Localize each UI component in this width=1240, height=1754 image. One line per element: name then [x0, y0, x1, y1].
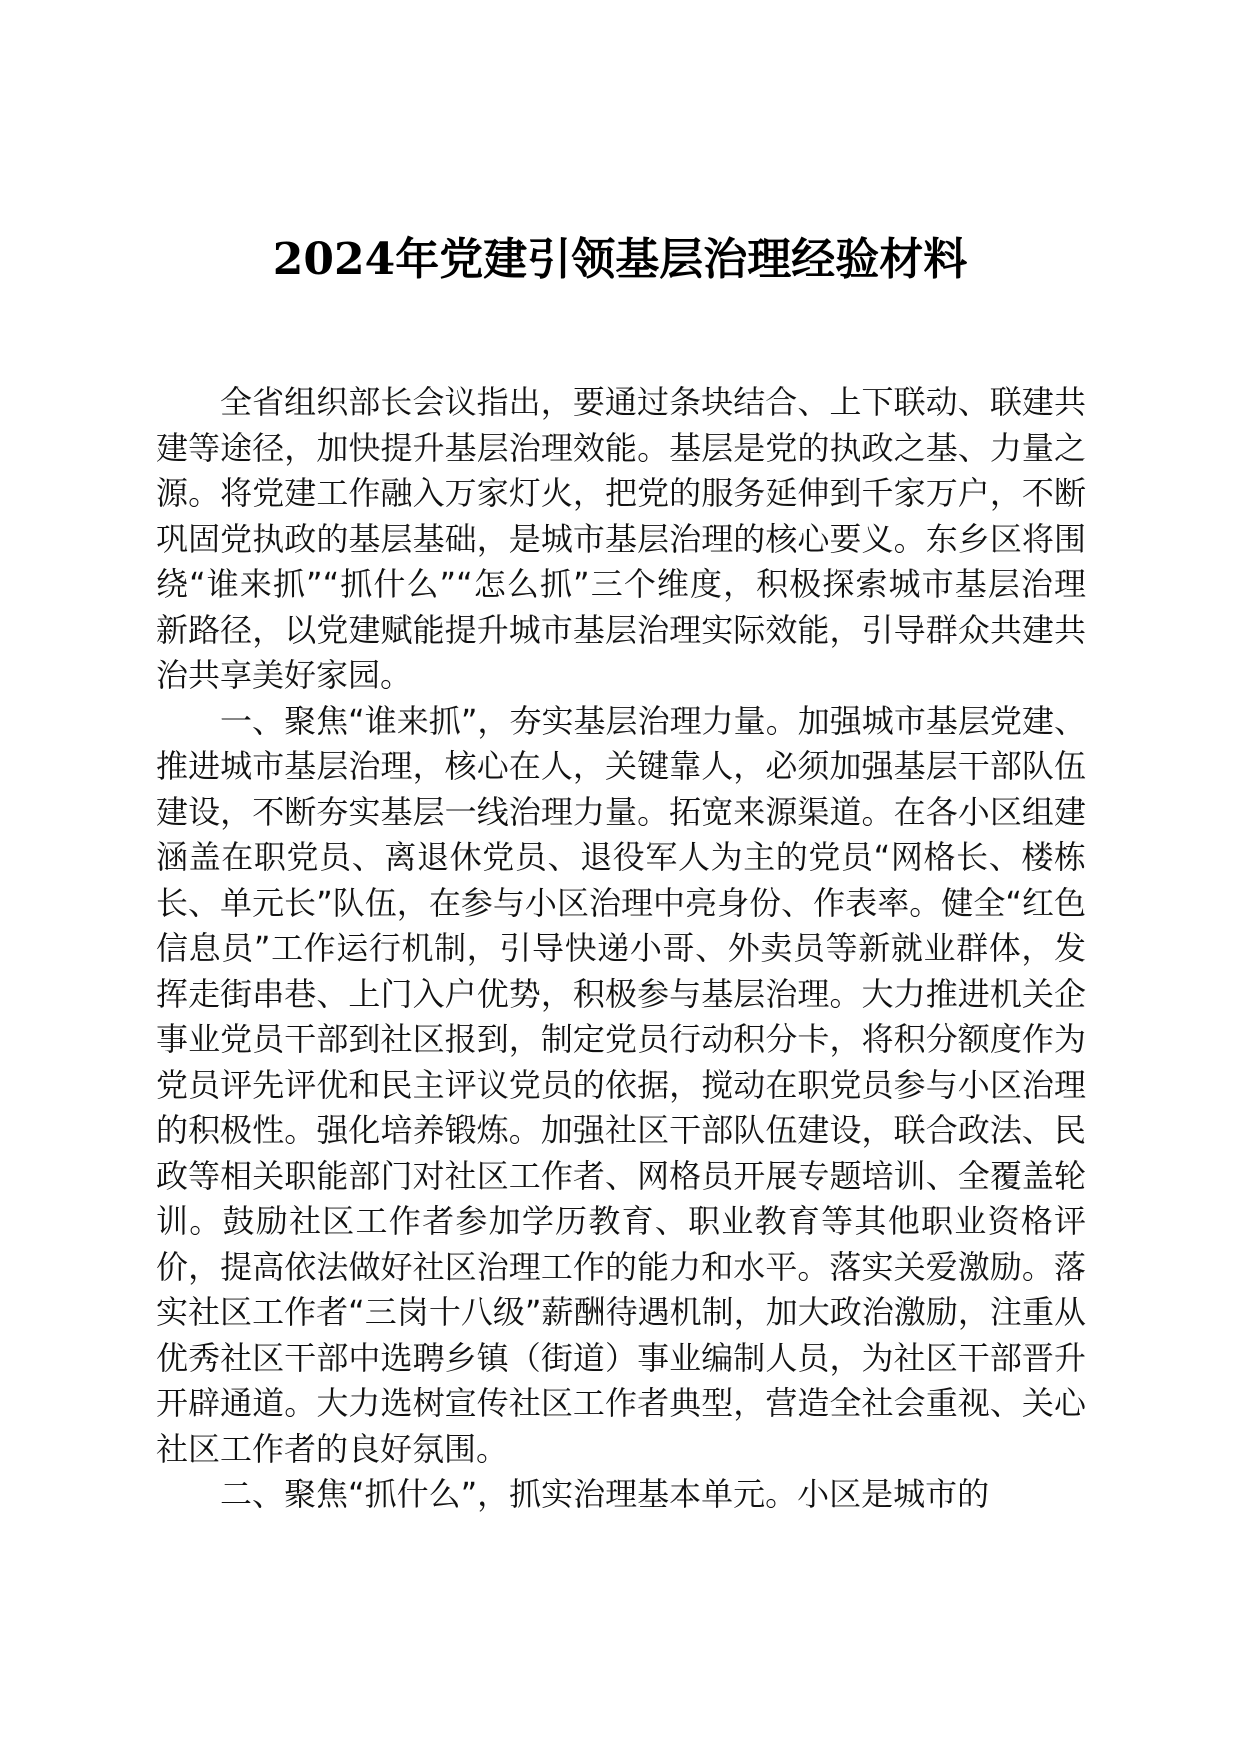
- paragraph-section-one: 一、聚焦“谁来抓”，夯实基层治理力量。加强城市基层党建、推进城市基层治理，核心在人，关键靠人，必须加强基层干部队伍建设，不断夯实基层一线治理力量。拓宽来源渠道。在各小区组建涵盖在职党员、离退休党员、退役军人为主的党员“网格长、楼栋长、单元长”队伍，在参与小区治理中亮身份、作表率。健全“红色信息员”工作运行机制，引导快递小哥、外卖员等新就业群体，发挥走街串巷、上门入户优势，积极参与基层治理。大力推进机关企事业党员干部到社区报到，制定党员行动积分卡，将积分额度作为党员评先评优和民主评议党员的依据，搅动在职党员参与小区治理的积极性。强化培养锻炼。加强社区干部队伍建设，联合政法、民政等相关职能部门对社区工作者、网格员开展专题培训、全覆盖轮训。鼓励社区工作者参加学历教育、职业教育等其他职业资格评价，提高依法做好社区治理工作的能力和水平。落实关爱激励。落实社区工作者“三岗十八级”薪酬待遇机制，加大政治激励，注重从优秀社区干部中选聘乡镇（街道）事业编制人员，为社区干部晋升开辟通道。大力选树宣传社区工作者典型，营造全社会重视、关心社区工作者的良好氛围。: [156, 701, 1086, 1468]
- document-body: [156, 380, 1086, 1518]
- paragraph-section-two: 二、聚焦“抓什么”，抓实治理基本单元。小区是城市的: [220, 1475, 990, 1513]
- document-title: 2024年党建引领基层治理经验材料: [272, 234, 968, 285]
- paragraph-intro: 全省组织部长会议指出，要通过条块结合、上下联动、联建共建等途径，加快提升基层治理效能。基层是党的执政之基、力量之源。将党建工作融入万家灯火，把党的服务延伸到千家万户，不断巩固党执政的基层基础，是城市基层治理的核心要义。东乡区将围绕“谁来抓”“抓什么”“怎么抓”三个维度，积极探索城市基层治理新路径，以党建赋能提升城市基层治理实际效能，引导群众共建共治共享美好家园。: [156, 383, 1086, 694]
